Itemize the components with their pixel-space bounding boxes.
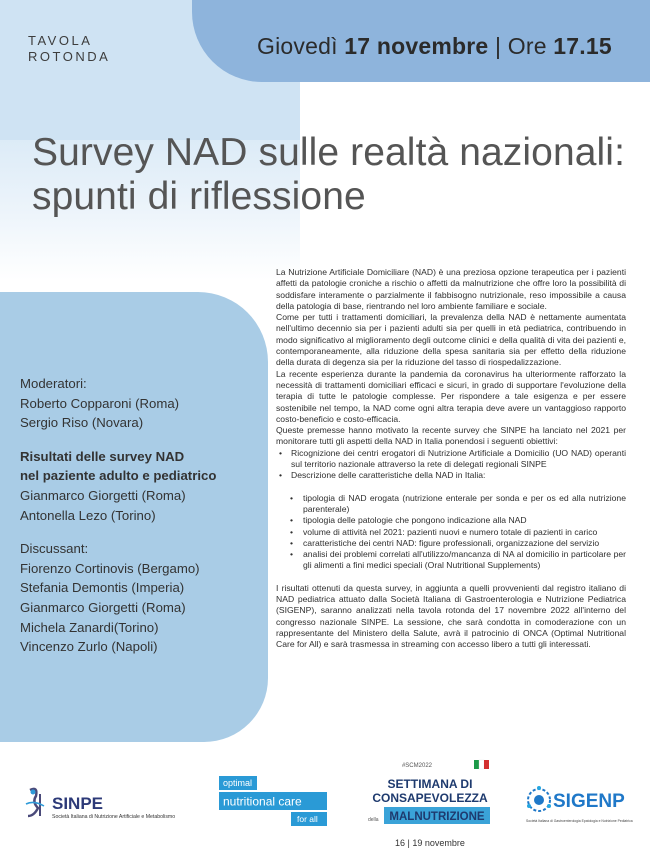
discussant-name: Michela Zanardi(Torino): [20, 619, 159, 635]
paragraph-intro: La Nutrizione Artificiale Domiciliare (NAD) è una preziosa opzione terapeutica per i pazienti affetti da patologie croniche a rischio o affetti da malnutrizione che offre loro la possibilità di soddisfare interamente o parzialmente il fabbisogno nutrizionale, reso impossibile a causa della patologia di base, rientrando nel loro ambiente familiare e sociale.: [276, 267, 626, 311]
sinpe-logo: [24, 786, 214, 820]
scm-della: della: [368, 817, 379, 823]
sigenp-emblem-icon: [527, 786, 551, 811]
malnutrition-week-logo: [366, 758, 496, 850]
discussant-name: Fiorenzo Cortinovis (Bergamo): [20, 560, 200, 576]
event-type-label: [28, 33, 110, 65]
sinpe-name: SINPE: [52, 794, 104, 813]
event-type-line2: ROTONDA: [28, 49, 111, 64]
onca-logo: [219, 776, 327, 826]
paragraph-pandemic: La recente esperienza durante la pandemia da coronavirus ha ulteriormente rafforzato la necessità di trattamenti domiciliari efficaci e sicuri, in grado di supportare l'evoluzione della terapia di tutte le patologie complesse. Per rispondere a tale esigenza e per essere sostenibile nel tempo, la NAD come ogni altra terapia deve avere un vantaggioso rapporto costo-beneficio e costo-efficacia.: [276, 368, 626, 424]
event-time: 17.15: [553, 33, 612, 59]
scm-dates: 16 | 19 novembre: [395, 838, 465, 848]
date-separator: |: [494, 33, 502, 59]
scm-line2: CONSAPEVOLEZZA: [372, 791, 488, 805]
onca-line1: optimal: [223, 778, 253, 788]
event-type-line1: TAVOLA: [28, 33, 93, 48]
discussant-name: Gianmarco Giorgetti (Roma): [20, 599, 186, 615]
list-item: • tipologia di NAD erogata (nutrizione enterale per sonda e per os ed alla nutrizione parenterale): [276, 493, 626, 516]
paragraph-premises: Queste premesse hanno motivato la recente survey che SINPE ha lanciato nel 2021 per monitorare tutti gli aspetti della NAD in Italia ponendosi i seguenti obiettivi:: [276, 425, 626, 447]
discussant-name: Vincenzo Zurlo (Napoli): [20, 639, 158, 655]
objectives-list: [276, 448, 626, 482]
event-date-time: [257, 33, 612, 60]
scm-line1: SETTIMANA DI: [387, 777, 473, 791]
list-item: • Descrizione delle caratteristiche della NAD in Italia:: [276, 470, 626, 481]
discussants-section: [20, 539, 260, 657]
list-item: • Ricognizione dei centri erogatori di Nutrizione Artificiale a Domicilio (UO NAD) operanti sul territorio nazionale attraverso la rete di delegati regionali SINPE: [276, 448, 626, 471]
title-line1: Survey NAD sulle realtà nazionali:: [32, 131, 626, 174]
onca-line3: for all: [297, 814, 318, 824]
list-item: • caratteristiche dei centri NAD: figure professionali, organizzazione del servizio: [276, 538, 626, 549]
speaker-name: Antonella Lezo (Torino): [20, 507, 156, 523]
results-section: [20, 447, 260, 525]
event-date: 17 novembre: [344, 33, 489, 59]
sinpe-full-name: Società Italiana di Nutrizione Artificiale e Metabolismo: [52, 814, 176, 820]
spacer: [276, 572, 626, 583]
sigenp-name: SIGENP: [553, 791, 625, 812]
moderator-name: Sergio Riso (Novara): [20, 415, 144, 431]
speakers-column: [20, 374, 260, 671]
title-line2: spunti di riflessione: [32, 175, 366, 218]
paragraph-prevalence: Come per tutti i trattamenti domiciliari, la prevalenza della NAD è nettamente aumentata nell'ultimo decennio sia per i pazienti adulti sia per quelli in età pediatrica, contribuendo in modo significativo al miglioramento degli outcome clinici e della qualità di vita dei pazienti e, contemporaneamente, alla riduzione della spesa sanitaria sia per effetto della riduzione della durata di degenza sia per la riduzione del tasso di riospedalizzazione.: [276, 312, 626, 368]
scm-line3: MALNUTRIZIONE: [389, 811, 485, 823]
list-item: • analisi dei problemi correlati all'utilizzo/mancanza di NA al domicilio in particolare per gli alimenti a fini medici speciali (Oral Nutritional Supplements): [276, 549, 626, 572]
results-heading-line1: Risultati delle survey NAD: [20, 448, 185, 464]
scm-tag: #SCM2022: [401, 763, 432, 769]
moderator-name: Roberto Copparoni (Roma): [20, 395, 180, 411]
sigenp-full-name: Società Italiana di Gastroenterologia Epatologia e Nutrizione Pediatrica: [526, 819, 633, 823]
event-day: Giovedì: [257, 33, 338, 59]
sinpe-emblem-icon: [26, 789, 44, 816]
description-text: [276, 267, 626, 651]
time-label: Ore: [507, 33, 547, 59]
list-item: • tipologia delle patologie che pongono indicazione alla NAD: [276, 515, 626, 526]
discussant-name: Stefania Demontis (Imperia): [20, 580, 185, 596]
onca-line2: nutritional care: [223, 794, 302, 809]
moderators-section: [20, 374, 260, 433]
speaker-name: Gianmarco Giorgetti (Roma): [20, 487, 186, 503]
moderators-heading: Moderatori:: [20, 376, 87, 391]
results-heading-line2: nel paziente adulto e pediatrico: [20, 468, 217, 484]
list-item: • volume di attività nel 2021: pazienti nuovi e numero totale di pazienti in carico: [276, 527, 626, 538]
paragraph-results: I risultati ottenuti da questa survey, in aggiunta a quelli provvenienti dal registro italiano di NAD pediatrica attuato dalla Società Italiana di Gastroenterologia e Nutrizione Pediatrica (SIGENP), saranno analizzati nella tavola rotonda del 17 novembre 2022 all'interno del congresso nazionale SINPE. La sessione, che sarà condotta in comoderazione con un rappresentante del Ministero della Salute, avrà il patrocinio di ONCA (Optimal Nutritional Care for All) e sarà trasmessa in streaming con accesso libero a tutti gli interessati.: [276, 582, 626, 650]
page-title: [32, 131, 632, 219]
sigenp-logo: [524, 784, 634, 826]
italian-flag-icon: [474, 760, 489, 769]
discussants-heading: Discussant:: [20, 541, 89, 557]
characteristics-list: [276, 493, 626, 572]
